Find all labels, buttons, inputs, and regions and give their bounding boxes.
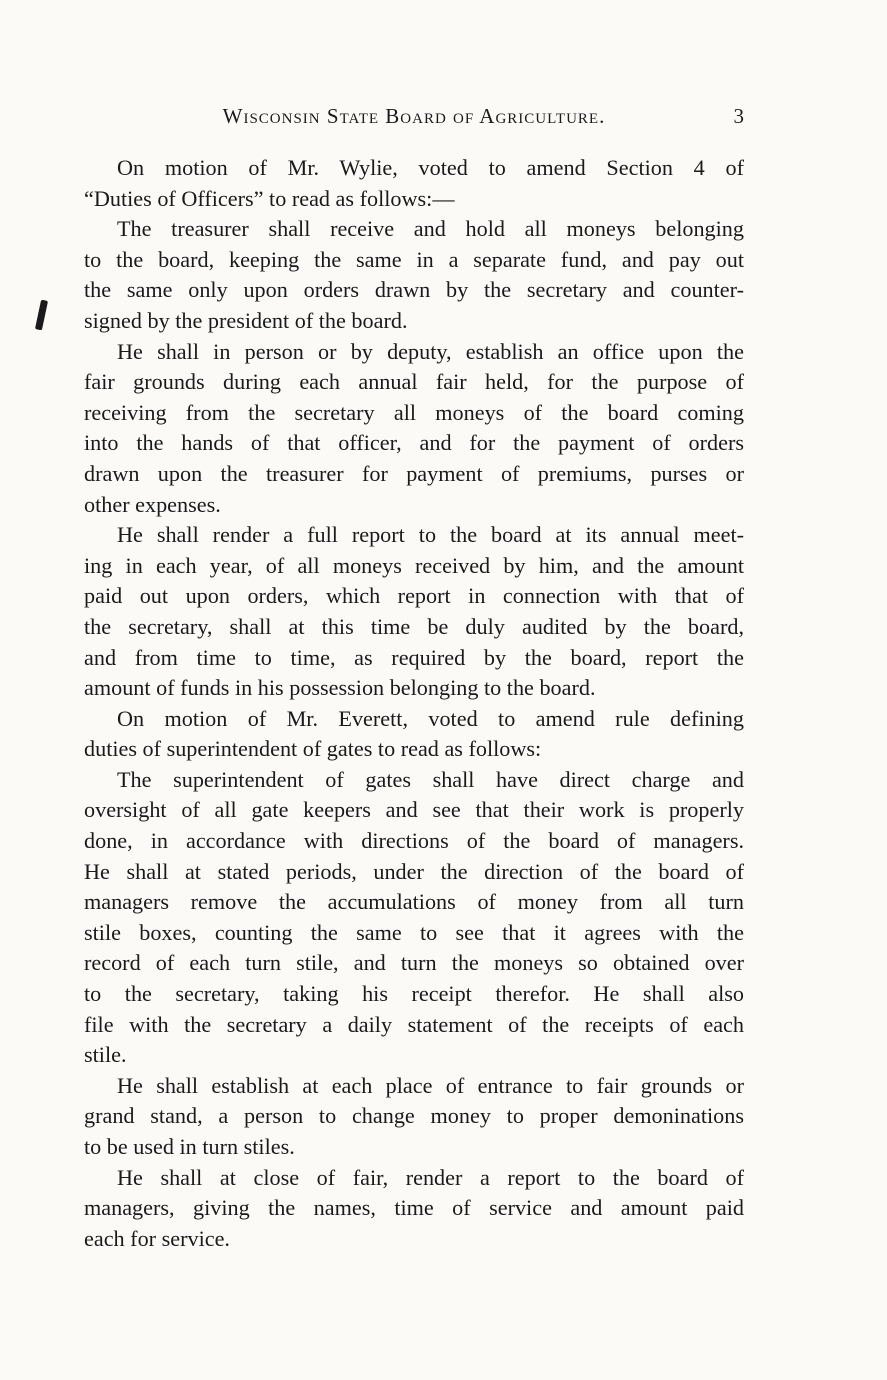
text-line: record of each turn stile, and turn the moneys so obtained over [84, 950, 744, 976]
text-line: He shall render a full report to the board at its annual meet- [117, 522, 744, 548]
text-line: On motion of Mr. Everett, voted to amend rule defining [117, 705, 744, 731]
page-body [84, 153, 744, 1254]
text-line: stile. [84, 1042, 127, 1068]
text-line: oversight of all gate keepers and see that their work is properly [84, 797, 744, 823]
page-number: 3 [733, 104, 744, 128]
text-line: managers, giving the names, time of service and amount paid [84, 1195, 744, 1221]
page-header [84, 104, 744, 134]
text-line: signed by the president of the board. [84, 307, 408, 333]
text-line: fair grounds during each annual fair held, for the purpose of [84, 369, 744, 395]
text-line: the secretary, shall at this time be duly audited by the board, [84, 613, 744, 639]
text-line: “Duties of Officers” to read as follows:— [84, 185, 455, 211]
text-line: done, in accordance with directions of the board of managers. [84, 828, 744, 854]
text-line: The superintendent of gates shall have direct charge and [117, 766, 744, 792]
text-line: stile boxes, counting the same to see that it agrees with the [84, 919, 744, 945]
text-line: the same only upon orders drawn by the secretary and counter- [84, 277, 744, 303]
text-line: On motion of Mr. Wylie, voted to amend Section 4 of [117, 155, 744, 180]
text-line: He shall at close of fair, render a report to the board of [117, 1164, 744, 1190]
paragraph-8 [84, 1163, 744, 1255]
text-line: into the hands of that officer, and for the payment of orders [84, 430, 744, 456]
paragraph-1 [84, 153, 744, 214]
text-line: The treasurer shall receive and hold all moneys belonging [117, 216, 744, 242]
running-title: Wisconsin State Board of Agriculture. [222, 104, 606, 128]
paragraph-7 [84, 1071, 744, 1163]
text-line: He shall at stated periods, under the direction of the board of [84, 858, 744, 884]
text-line: He shall establish at each place of entrance to fair grounds or [117, 1072, 744, 1098]
text-line: receiving from the secretary all moneys of the board coming [84, 399, 744, 425]
paragraph-3 [84, 337, 744, 521]
text-line: and from time to time, as required by the board, report the [84, 644, 744, 670]
text-line: other expenses. [84, 491, 221, 517]
text-line: file with the secretary a daily statement of the receipts of each [84, 1011, 744, 1037]
text-line: managers remove the accumulations of money from all turn [84, 889, 744, 915]
text-line: paid out upon orders, which report in connection with that of [84, 583, 744, 609]
text-line: He shall in person or by deputy, establish an office upon the [117, 338, 744, 364]
margin-mark [35, 300, 48, 331]
text-line: ing in each year, of all moneys received by him, and the amount [84, 552, 744, 578]
paragraph-4 [84, 520, 744, 704]
paragraph-5 [84, 704, 744, 765]
text-line: duties of superintendent of gates to read as follows: [84, 736, 542, 762]
text-line: drawn upon the treasurer for payment of premiums, purses or [84, 460, 744, 486]
text-line: to the board, keeping the same in a separate fund, and pay out [84, 246, 744, 272]
text-line: to be used in turn stiles. [84, 1134, 295, 1159]
paragraph-2 [84, 214, 744, 336]
paragraph-6 [84, 765, 744, 1071]
text-line: amount of funds in his possession belonging to the board. [84, 675, 596, 701]
text-line: each for service. [84, 1225, 230, 1251]
text-line: to the secretary, taking his receipt therefor. He shall also [84, 981, 744, 1007]
text-line: grand stand, a person to change money to proper demoninations [84, 1103, 744, 1129]
